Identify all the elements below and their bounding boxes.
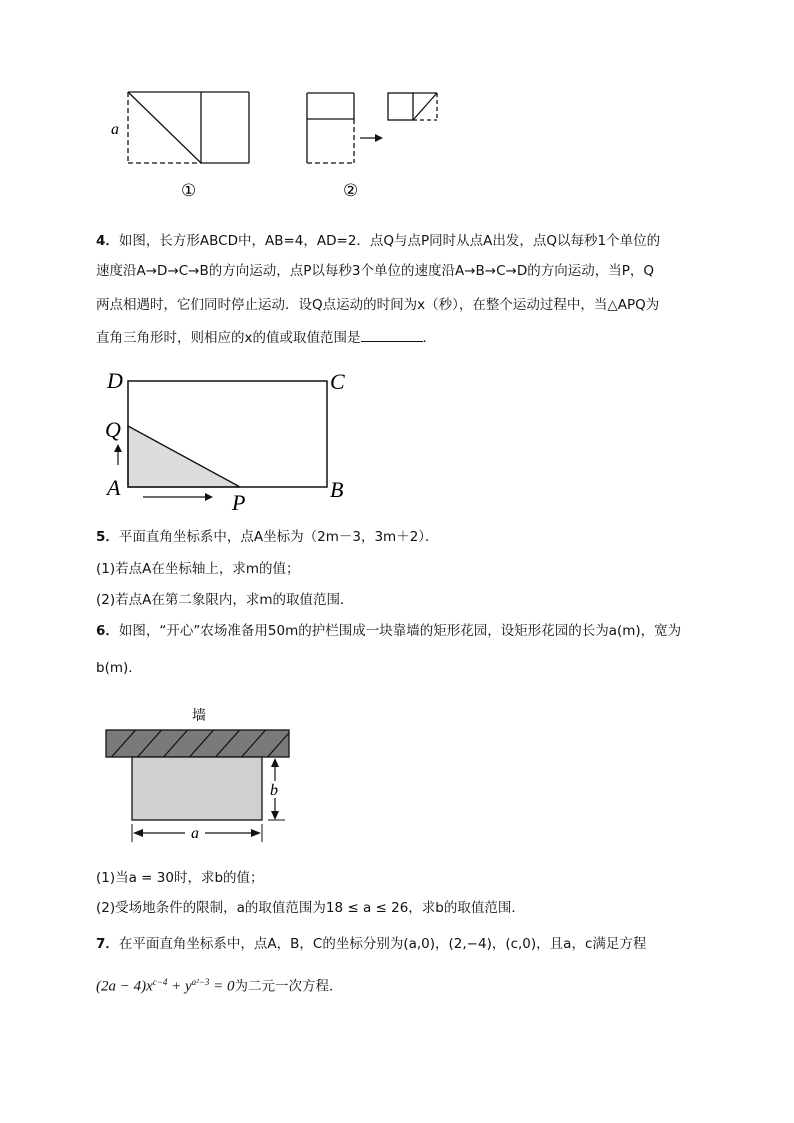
q4-line1: 4．如图，长方形ABCD中，AB=4，AD=2．点Q与点P同时从点A出发，点Q以每秒1个单位的 — [96, 233, 661, 249]
label-C: C — [330, 369, 345, 394]
q4-line2: 速度沿A→D→C→B的方向运动，点P以每秒3个单位的速度沿A→B→C→D的方向运动，当P，Q — [96, 263, 655, 279]
q5-stem: 5．平面直角坐标系中，点A坐标为（2m－3，3m＋2）． — [96, 529, 439, 545]
q5-part2: (2)若点A在第二象限内，求m的取值范围． — [96, 592, 354, 608]
label-a: a — [111, 121, 119, 138]
q6-line2: b(m)． — [96, 660, 142, 676]
caption-1: ① — [181, 181, 197, 200]
q6-part1: (1)当a = 30时，求b的值； — [96, 870, 264, 886]
q6-part2: (2)受场地条件的限制，a的取值范围为18 ≤ a ≤ 26，求b的取值范围． — [96, 900, 525, 916]
label-b: b — [270, 782, 278, 799]
q4-line4: 直角三角形时，则相应的x的值或取值范围是 ． — [96, 327, 436, 347]
q6-line1: 6．如图，“开心”农场准备用50m的护栏围成一块靠墙的矩形花园，设矩形花园的长为a(m)，宽为 — [96, 623, 682, 639]
q7-equation: $(2a - 4)x^{c-4} + y^{a^2-3} = 0$为二元一次方程． — [96, 977, 343, 995]
q5-part1: (1)若点A在坐标轴上，求m的值； — [96, 561, 300, 577]
q4-line3: 两点相遇时，它们同时停止运动．设Q点运动的时间为x（秒），在整个运动过程中，当△APQ为 — [96, 297, 660, 313]
q7-line1: 7．在平面直角坐标系中，点A，B，C的坐标分别为(a,0)，(2,−4)，(c,0)，且a，c满足方程 — [96, 936, 647, 952]
label-A: A — [107, 475, 121, 500]
label-a: a — [191, 825, 199, 842]
label-Q: Q — [105, 417, 121, 442]
caption-2: ② — [343, 181, 359, 200]
label-D: D — [107, 368, 123, 393]
label-B: B — [330, 477, 344, 502]
wall-label: 墙 — [192, 708, 206, 724]
label-P: P — [232, 490, 246, 515]
